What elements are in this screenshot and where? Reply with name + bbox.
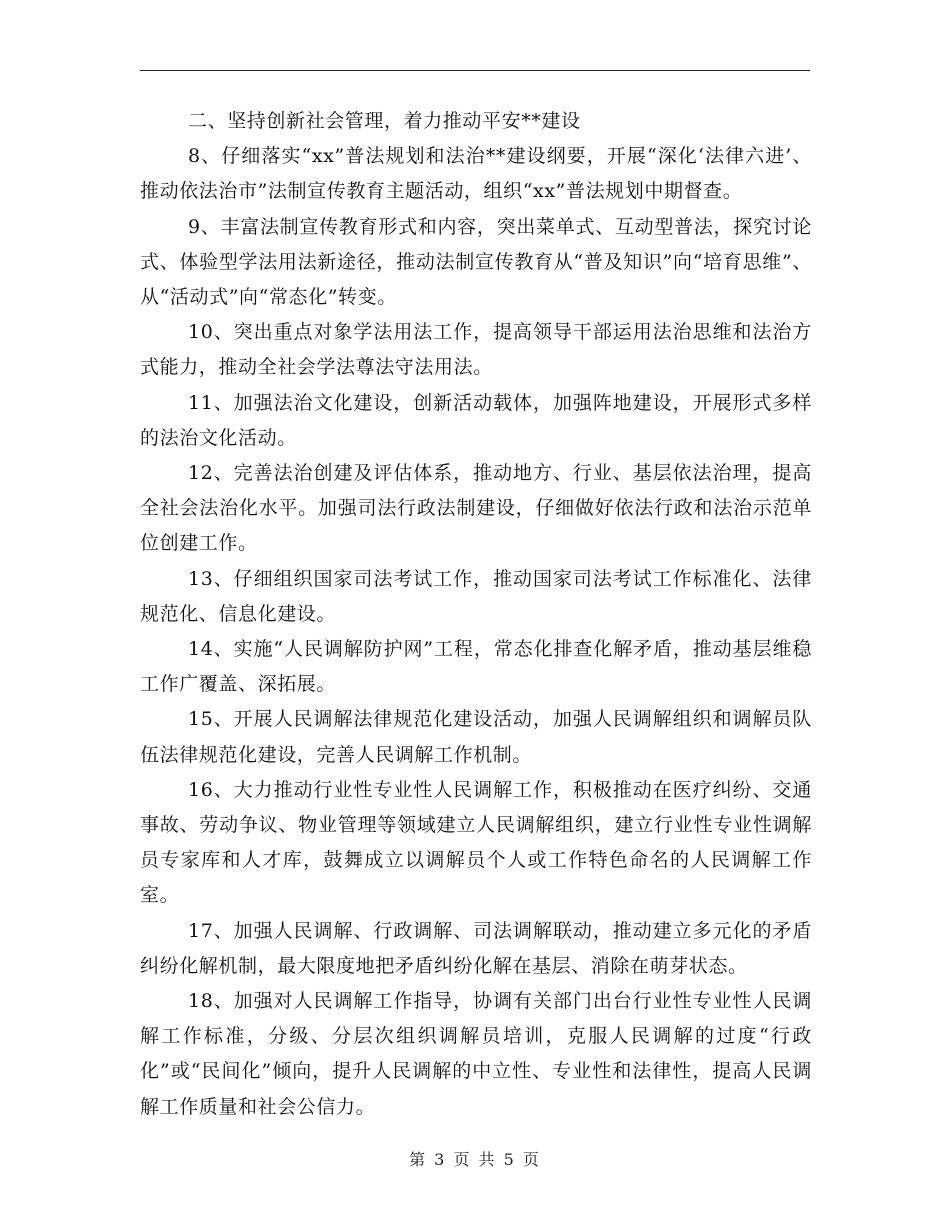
- page-number-footer: 第 3 页 共 5 页: [409, 1150, 541, 1169]
- paragraph-8: 8、仔细落实“xx”普法规划和法治**建设纲要，开展“深化‘法律六进’、推动依法治市”法制宣传教育主题活动，组织“xx”普法规划中期督查。: [140, 145, 812, 203]
- document-body: [140, 104, 812, 1125]
- paragraph-13: 13、仔细组织国家司法考试工作，推动国家司法考试工作标准化、法律规范化、信息化建设。: [140, 567, 812, 625]
- paragraph-11: 11、加强法治文化建设，创新活动载体，加强阵地建设，开展形式多样的法治文化活动。: [140, 391, 812, 449]
- paragraph-18: 18、加强对人民调解工作指导，协调有关部门出台行业性专业性人民调解工作标准，分级、分层次组织调解员培训，克服人民调解的过度“行政化”或“民间化”倾向，提升人民调解的中立性、专业性和法律性，提高人民调解工作质量和社会公信力。: [140, 990, 812, 1118]
- section-heading: 二、坚持创新社会管理，着力推动平安**建设: [188, 110, 581, 132]
- paragraph-17: 17、加强人民调解、行政调解、司法调解联动，推动建立多元化的矛盾纠纷化解机制，最大限度地把矛盾纠纷化解在基层、消除在萌芽状态。: [140, 919, 812, 977]
- paragraph-16: 16、大力推动行业性专业性人民调解工作，积极推动在医疗纠纷、交通事故、劳动争议、物业管理等领域建立人民调解组织，建立行业性专业性调解员专家库和人才库，鼓舞成立以调解员个人或工作特色命名的人民调解工作室。: [140, 778, 812, 907]
- paragraph-12: 12、完善法治创建及评估体系，推动地方、行业、基层依法治理，提高全社会法治化水平。加强司法行政法制建设，仔细做好依法行政和法治示范单位创建工作。: [140, 462, 812, 555]
- paragraph-9: 9、丰富法制宣传教育形式和内容，突出菜单式、互动型普法，探究讨论式、体验型学法用法新途径，推动法制宣传教育从“普及知识”向“培育思维”、从“活动式”向“常态化”转变。: [140, 215, 812, 309]
- paragraph-14: 14、实施“人民调解防护网”工程，常态化排查化解矛盾，推动基层维稳工作广覆盖、深拓展。: [140, 638, 812, 696]
- paragraph-15: 15、开展人民调解法律规范化建设活动，加强人民调解组织和调解员队伍法律规范化建设，完善人民调解工作机制。: [140, 708, 812, 766]
- paragraph-10: 10、突出重点对象学法用法工作，提高领导干部运用法治思维和法治方式能力，推动全社会学法尊法守法用法。: [140, 321, 812, 379]
- header-rule: [140, 70, 810, 71]
